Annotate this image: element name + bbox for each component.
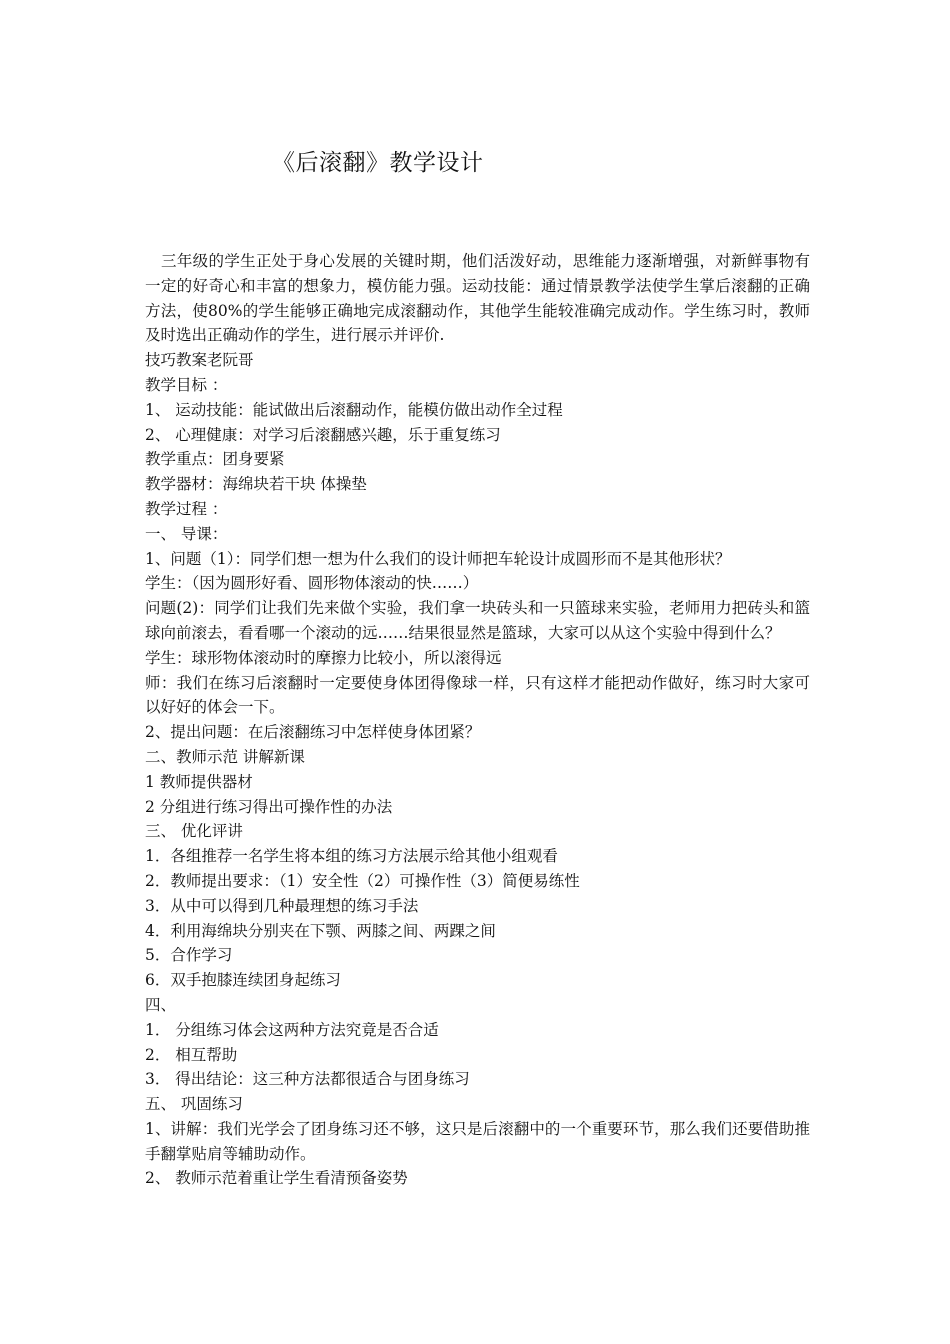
section-1-heading: 一、 导课： bbox=[145, 524, 228, 543]
section-3-item-4: 4．利用海绵块分别夹在下颚、两膝之间、两踝之间 bbox=[145, 921, 496, 940]
teacher-paragraph: 师：我们在练习后滚翻时一定要使身体团得像球一样，只有这样才能把动作做好，练习时大家可以好好的体会一下。 bbox=[145, 673, 810, 717]
document-title: 《后滚翻》教学设计 bbox=[272, 150, 484, 176]
process-heading: 教学过程 ： bbox=[145, 499, 228, 518]
section-3-item-3: 3．从中可以得到几种最理想的练习手法 bbox=[145, 896, 419, 915]
question-2-paragraph: 问题(2)：同学们让我们先来做个实验，我们拿一块砖头和一只篮球来实验，老师用力把砖头和篮球向前滚去，看看哪一个滚动的远……结果很显然是篮球，大家可以从这个实验中得到什么？ bbox=[145, 599, 810, 642]
section-3-item-6: 6．双手抱膝连续团身起练习 bbox=[145, 971, 341, 990]
section-3-item-2: 2．教师提出要求：（1）安全性（2）可操作性（3）简便易练性 bbox=[145, 871, 580, 890]
key-point: 教学重点：团身要紧 bbox=[145, 450, 285, 469]
section-3-heading: 三、 优化评讲 bbox=[145, 822, 243, 841]
section-4-heading: 四、 bbox=[145, 995, 177, 1014]
question-1: 1、问题（1）：同学们想一想为什么我们的设计师把车轮设计成圆形而不是其他形状？ bbox=[145, 549, 731, 568]
explain-paragraph: 1、讲解：我们光学会了团身练习还不够，这只是后滚翻中的一个重要环节，那么我们还要借助推手翻掌贴肩等辅助动作。 bbox=[145, 1119, 810, 1163]
section-3-item-5: 5．合作学习 bbox=[145, 946, 233, 965]
objective-1: 1、 运动技能：能试做出后滚翻动作，能模仿做出动作全过程 bbox=[145, 400, 563, 419]
equipment: 教学器材：海绵块若干块 体操垫 bbox=[145, 475, 367, 494]
section-4-item-2: 2． 相互帮助 bbox=[145, 1045, 238, 1064]
student-answer-2: 学生：球形物体滚动时的摩擦力比较小，所以滚得远 bbox=[145, 648, 502, 667]
document-body bbox=[145, 249, 810, 1191]
section-2-item-2: 2 分组进行练习得出可操作性的办法 bbox=[145, 797, 393, 816]
objectives-heading: 教学目标 ： bbox=[145, 375, 228, 394]
question-3: 2、提出问题：在后滚翻练习中怎样使身体团紧？ bbox=[145, 723, 481, 742]
section-4-item-1: 1． 分组练习体会这两种方法究竟是否合适 bbox=[145, 1020, 439, 1039]
section-3-item-1: 1．各组推荐一名学生将本组的练习方法展示给其他小组观看 bbox=[145, 847, 558, 866]
section-4-item-3: 3． 得出结论：这三种方法都很适合与团身练习 bbox=[145, 1070, 470, 1089]
student-answer-1: 学生：（因为圆形好看、圆形物体滚动的快……） bbox=[145, 574, 479, 593]
section-5-heading: 五、 巩固练习 bbox=[145, 1095, 243, 1114]
objective-2: 2、 心理健康：对学习后滚翻感兴趣，乐于重复练习 bbox=[145, 425, 501, 444]
intro-paragraph: 三年级的学生正处于身心发展的关键时期，他们活泼好动，思维能力逐渐增强，对新鲜事物有一定的好奇心和丰富的想象力，模仿能力强。运动技能：通过情景教学法使学生掌后滚翻的正确方法，使80%的学生能够正确地完成滚翻动作，其他学生能较准确完成动作。学生练习时，教师及时选出正确动作的学生，进行展示并评价. bbox=[145, 252, 810, 345]
final-line: 2、 教师示范着重让学生看清预备姿势 bbox=[145, 1169, 408, 1188]
author-line: 技巧教案老阮哥 bbox=[145, 351, 254, 370]
section-2-item-1: 1 教师提供器材 bbox=[145, 772, 253, 791]
section-2-heading: 二、教师示范 讲解新课 bbox=[145, 747, 305, 766]
